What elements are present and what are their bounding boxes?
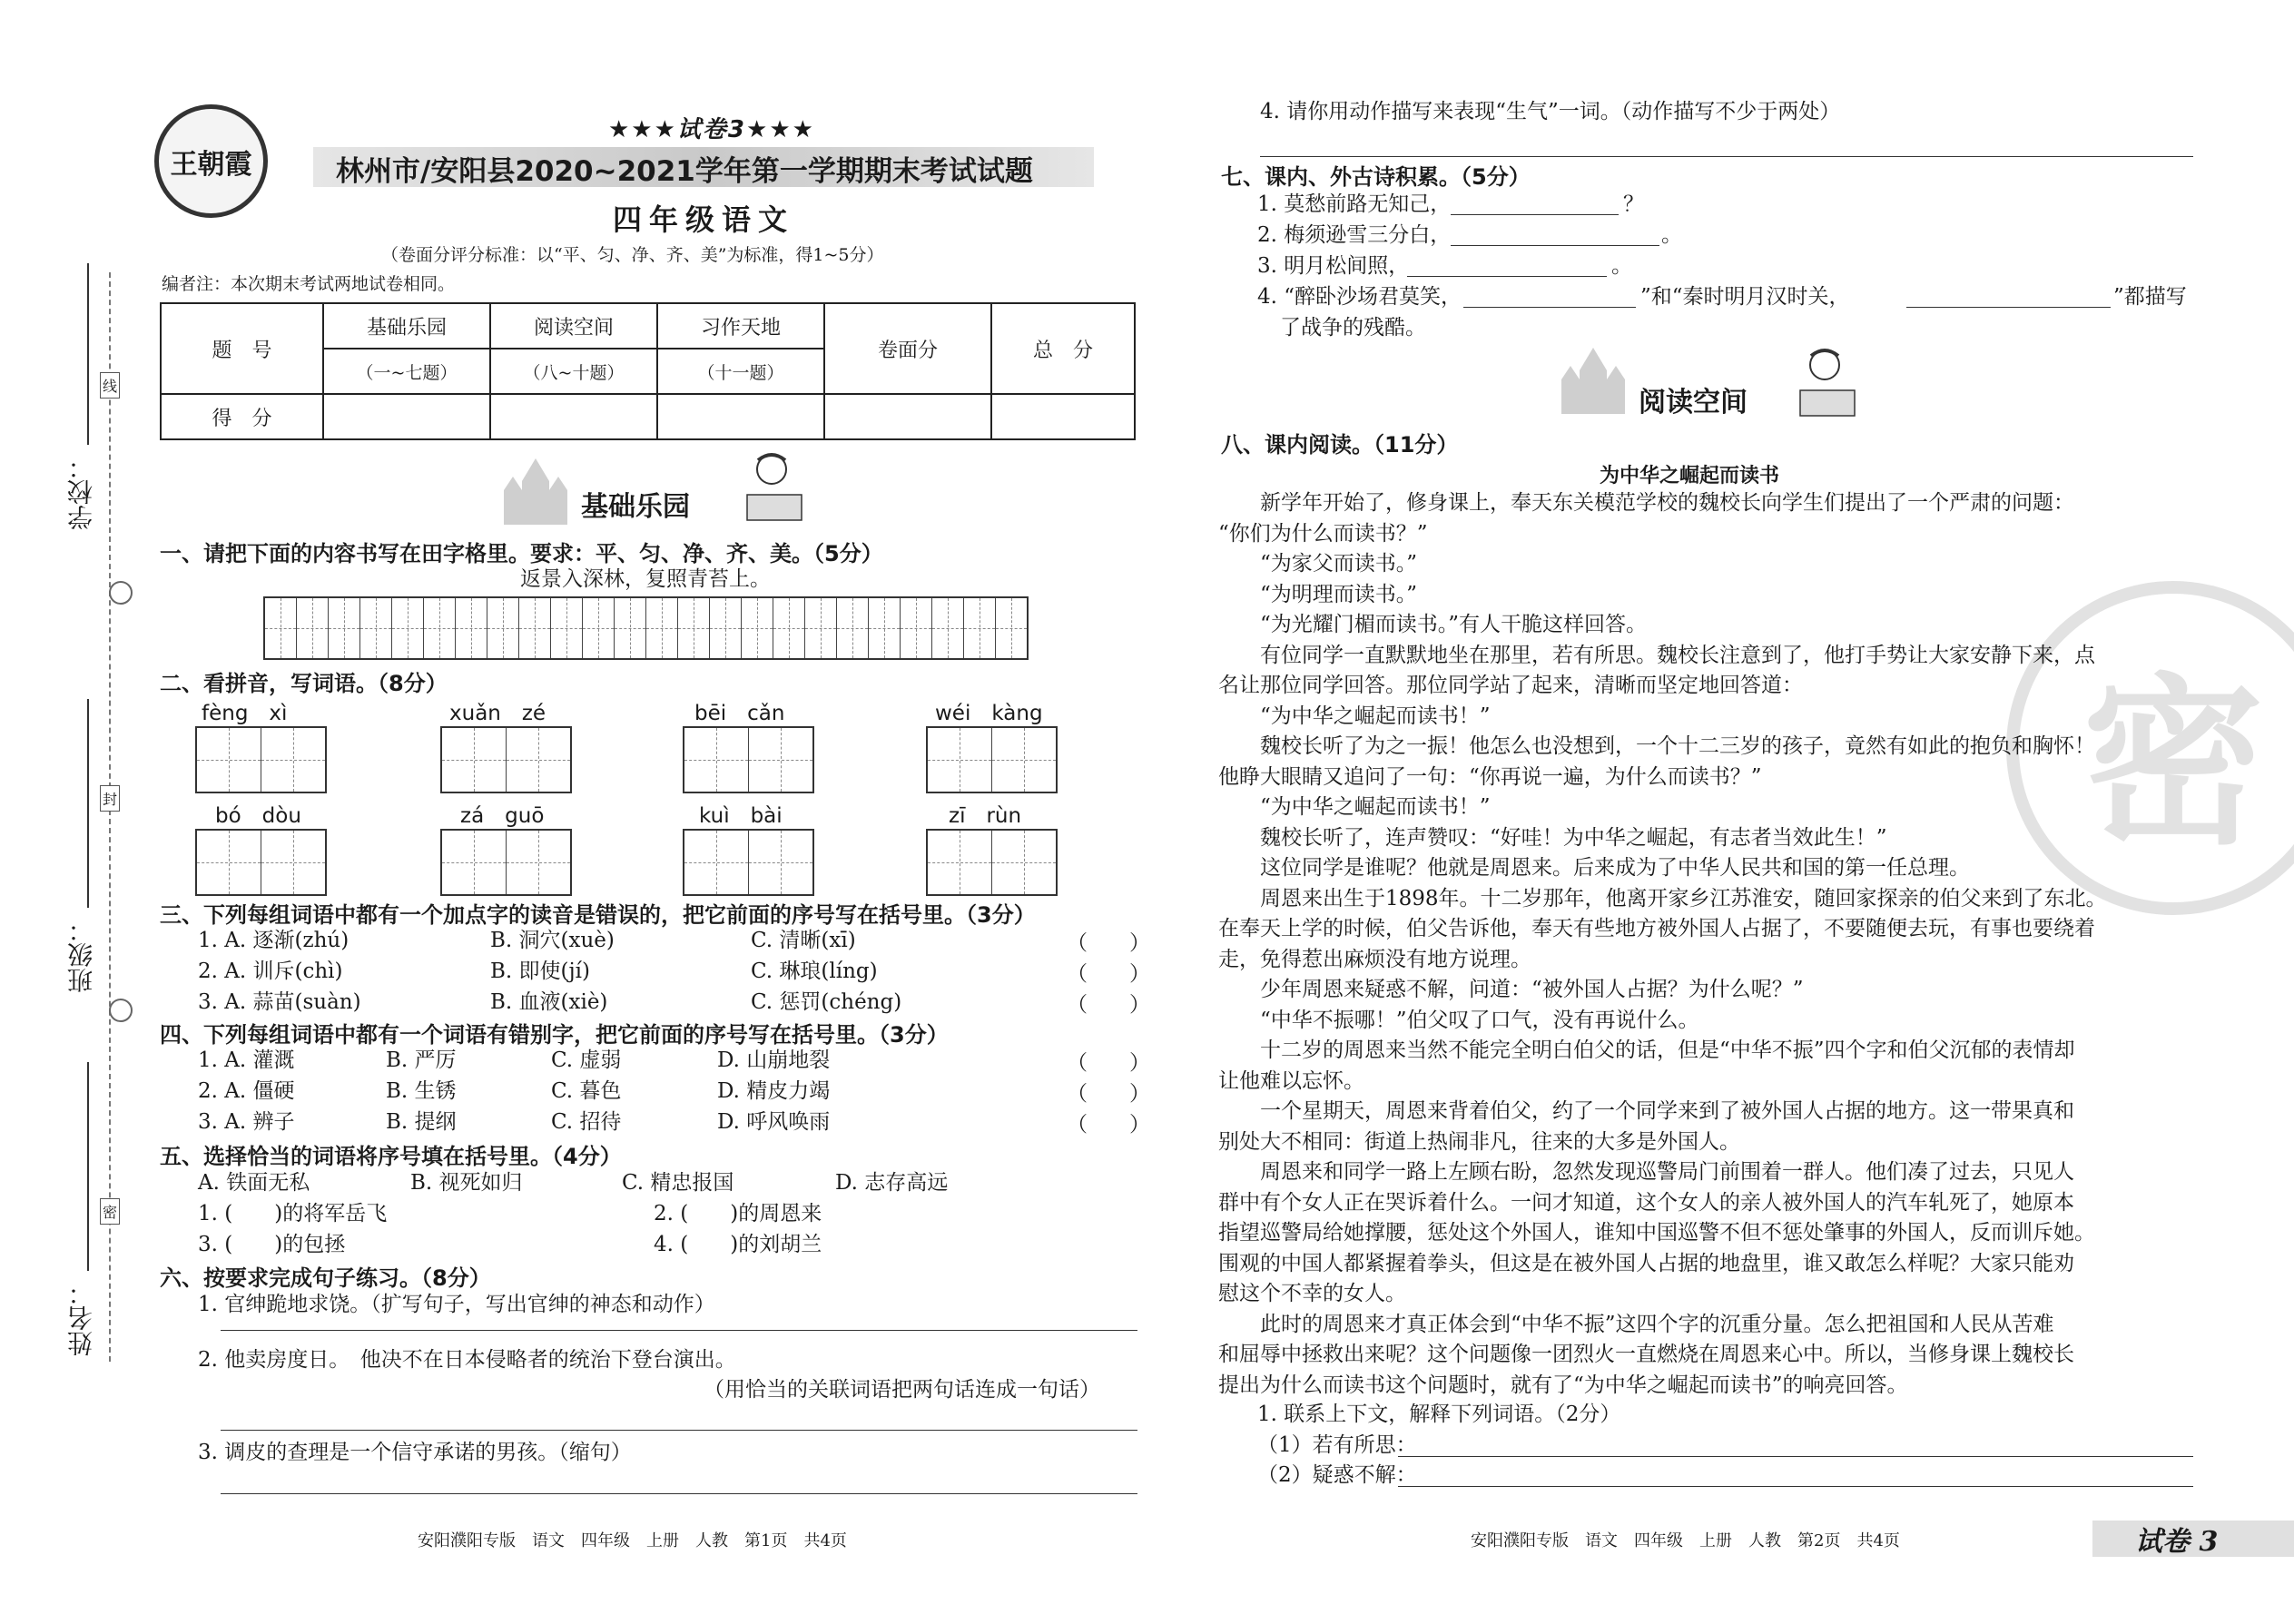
q1-text: 返景入深林，复照青苔上。 (520, 567, 771, 591)
passage-line: “你们为什么而读书？” (1218, 521, 1428, 546)
q4-r1-answer[interactable]: （ ） (1067, 1051, 1150, 1075)
q7-l1: 1. 莫愁前路无知己， (1257, 192, 1452, 216)
q4-r2-c: C. 暮色 (551, 1079, 622, 1103)
brand-logo (154, 104, 268, 218)
q6-title: 六、按要求完成句子练习。（8分） (160, 1265, 491, 1291)
passage-line: 提出为什么而读书这个问题时，就有了“为中华之崛起而读书”的响亮回答。 (1218, 1373, 1908, 1397)
student-reading-icon (1793, 345, 1861, 422)
class-fill-line (87, 699, 91, 908)
q5-opt-d: D. 志存高远 (835, 1171, 949, 1195)
pinyin-3: bēi cǎn (694, 702, 785, 725)
tianzi-box-5[interactable] (195, 829, 327, 896)
th-juanmian: 卷面分 (824, 303, 991, 394)
passage-line: 有位同学一直默默地坐在那里，若有所思。魏校长注意到了，他打手势让大家安静下来，点 (1218, 643, 2095, 667)
q4-title: 四、下列每组词语中都有一个词语有错别字，把它前面的序号写在括号里。（3分） (160, 1022, 949, 1048)
passage-line: “为明理而读书。” (1218, 582, 1418, 606)
pinyin-4: wéi kàng (935, 702, 1043, 725)
binding-mark-feng: 封 (100, 785, 120, 812)
q7-title: 七、课内、外古诗积累。（5分） (1221, 164, 1531, 190)
passage-line: 在奉天上学的时候，伯父告诉他，奉天有些地方被外国人占据了，不要随便去玩，有事也要绕着 (1218, 917, 2095, 940)
passage-line: 少年周恩来疑惑不解，问道：“被外国人占据？为什么呢？” (1218, 978, 1804, 1001)
q5-item-1[interactable]: 1. ( )的将军岳飞 (198, 1202, 388, 1225)
q7-l2-blank[interactable] (1451, 245, 1659, 246)
passage-line: “为光耀门楣而读书。”有人干脆这样回答。 (1218, 613, 1648, 636)
class-label: 班级： (66, 917, 96, 993)
school-label: 学校： (66, 454, 96, 530)
q6-s1: 1. 官绅跪地求饶。（扩写句子，写出官绅的神态和动作） (198, 1293, 715, 1316)
q4-r3-b: B. 提纲 (386, 1110, 457, 1134)
editor-note: 编者注：本次期末考试两地试卷相同。 (162, 274, 456, 294)
q3-r3-a: 3. A. 蒜苗(suàn) (198, 990, 361, 1014)
passage-line: 新学年开始了，修身课上，奉天东关模范学校的魏校长向学生们提出了一个严肃的问题： (1218, 491, 2074, 515)
tianzi-box-2[interactable] (440, 726, 572, 793)
th-jichu: 基础乐园 (323, 303, 490, 349)
tianzi-box-3[interactable] (683, 726, 814, 793)
q8-sub1: 1. 联系上下文，解释下列词语。（2分） (1257, 1403, 1621, 1426)
binding-hole-1 (109, 581, 133, 605)
passage-line: 十二岁的周恩来当然不能完全明白伯父的话，但是“中华不振”四个字和伯父沉郁的表情却 (1218, 1038, 2075, 1062)
th-total: 总 分 (991, 303, 1135, 394)
pinyin-2: xuǎn zé (449, 702, 546, 725)
q3-r1-c: C. 清晰(xī) (751, 929, 856, 952)
score-cell-yuedu[interactable] (490, 394, 657, 439)
exam-subject: 四年级语文 (613, 202, 795, 237)
q6-s2-hint: （用恰当的关联词语把两句话连成一句话） (704, 1378, 1100, 1402)
passage-line: 慰这个不幸的女人。 (1218, 1282, 1406, 1305)
q7-l2: 2. 梅须逊雪三分白， (1257, 223, 1452, 247)
q7-l3-blank[interactable] (1407, 276, 1607, 277)
q6-s4-answer-line[interactable] (1260, 156, 2193, 157)
passage-line: 一个星期天，周恩来背着伯父，约了一个同学来到了被外国人占据的地方。这一带果真和 (1218, 1099, 2074, 1123)
name-label: 姓名： (66, 1280, 96, 1356)
passage-line: 他睁大眼睛又追问了一句：“你再说一遍，为什么而读书？” (1218, 764, 1762, 789)
q5-opt-a: A. 铁面无私 (198, 1171, 310, 1195)
q7-l4-cont: 了战争的残酷。 (1280, 316, 1426, 340)
passage-line: 名让那位同学回答。那位同学站了起来，清晰而坚定地回答道： (1218, 674, 1803, 697)
pinyin-1: fèng xì (202, 702, 288, 725)
q4-r1-c: C. 虚弱 (551, 1048, 622, 1072)
q5-opt-c: C. 精忠报国 (622, 1171, 734, 1195)
pinyin-7: kuì bài (699, 804, 783, 828)
q4-r1-a: 1. A. 灌溉 (198, 1048, 295, 1072)
q6-s3-answer-line[interactable] (221, 1493, 1137, 1494)
th-question: 题 号 (161, 303, 323, 394)
q7-l4-end: ”都描写 (2113, 285, 2187, 309)
q5-opt-b: B. 视死如归 (410, 1171, 523, 1195)
pinyin-5: bó dòu (215, 804, 301, 828)
q6-s1-answer-line[interactable] (221, 1330, 1137, 1331)
td-score-label: 得 分 (161, 394, 323, 439)
q7-l4-mid: ”和“秦时明月汉时关， (1640, 285, 1850, 309)
section-yuedu-title: 阅读空间 (1639, 387, 1748, 418)
score-cell-xizuo[interactable] (657, 394, 824, 439)
q4-r1-b: B. 严厉 (386, 1048, 457, 1072)
th-xizuo-range: （十一题） (657, 349, 824, 394)
q3-r2-c: C. 琳琅(líng) (751, 960, 878, 983)
passage-line: 周恩来和同学一路上左顾右盼，忽然发现巡警局门前围着一群人。他们凑了过去，只见人 (1218, 1160, 2074, 1184)
footer-left: 安阳濮阳专版 语文 四年级 上册 人教 第1页 共4页 (418, 1531, 847, 1550)
q7-l3: 3. 明月松间照， (1257, 254, 1410, 278)
passage-line: 和屈辱中拯救出来呢？这个问题像一团烈火一直燃烧在周恩来心中。所以，当修身课上魏校长 (1218, 1343, 2074, 1366)
tianzi-box-1[interactable] (195, 726, 327, 793)
passage-line: “为中华之崛起而读书！” (1218, 704, 1491, 728)
brand-logo-text: 王朝霞 (170, 148, 252, 181)
q7-l4-blank-2[interactable] (1906, 307, 2111, 308)
name-fill-line (87, 1062, 91, 1271)
exam-title: 林州市/安阳县2020~2021学年第一学期期末考试试题 (336, 155, 1033, 188)
footer-tag: 试卷 3 (2135, 1526, 2219, 1558)
score-cell-total[interactable] (991, 394, 1135, 439)
q4-r3-a: 3. A. 辨子 (198, 1110, 295, 1134)
passage-line: 群中有个女人正在哭诉着什么。一问才知道，这个女人的亲人被外国人的汽车轧死了，她原本 (1218, 1190, 2074, 1215)
q4-r2-b: B. 生锈 (386, 1079, 457, 1103)
q6-s3: 3. 调皮的查理是一个信守承诺的男孩。（缩句） (198, 1441, 632, 1464)
tianzi-box-4[interactable] (926, 726, 1058, 793)
q8-sub1a: （1）若有所思： (1257, 1433, 1417, 1457)
watermark-text: 密 (2082, 655, 2264, 870)
th-jichu-range: （一~七题） (323, 349, 490, 394)
passage-line: 围观的中国人都紧握着拳头，但这是在被外国人占据的地盘里，谁又敢怎么样呢？大家只能劝 (1218, 1251, 2074, 1275)
scoring-note: （卷面分评分标准：以“平、匀、净、齐、美”为标准，得1~5分） (381, 245, 884, 265)
q2-title: 二、看拼音，写词语。（8分） (160, 671, 448, 696)
passage-title: 为中华之崛起而读书 (1600, 465, 1780, 487)
q1-title: 一、请把下面的内容书写在田字格里。要求：平、匀、净、齐、美。（5分） (160, 541, 883, 566)
binding-hole-2 (109, 999, 133, 1022)
q5-item-3[interactable]: 3. ( )的包拯 (198, 1233, 346, 1256)
tianzi-box-6[interactable] (440, 829, 572, 896)
q7-l4: 4. “醉卧沙场君莫笑， (1257, 285, 1462, 309)
passage-line: 指望巡警局给她撑腰，惩处这个外国人，谁知中国巡警不但不惩处肇事的外国人，反而训斥她。 (1218, 1221, 2095, 1245)
section-jichu-title: 基础乐园 (581, 491, 690, 523)
q7-l3-punct: 。 (1611, 254, 1632, 278)
q3-r2-b: B. 即使(jí) (490, 960, 590, 983)
binding-mark-xian: 线 (100, 372, 120, 399)
q4-r3-d: D. 呼风唤雨 (717, 1110, 831, 1134)
score-cell-juanmian[interactable] (824, 394, 991, 439)
q4-r2-d: D. 精皮力竭 (717, 1079, 831, 1103)
q4-r1-d: D. 山崩地裂 (717, 1048, 831, 1072)
q4-r3-answer[interactable]: （ ） (1067, 1113, 1150, 1137)
q1-writing-grid[interactable] (263, 596, 1029, 660)
passage-line: 这位同学是谁呢？他就是周恩来。后来成为了中华人民共和国的第一任总理。 (1218, 856, 1970, 880)
passage-line: 别处大不相同：街道上热闹非凡，往来的大多是外国人。 (1218, 1129, 1740, 1154)
q3-r1-answer[interactable]: （ ） (1067, 931, 1150, 955)
q3-r2-answer[interactable]: （ ） (1067, 962, 1150, 986)
q3-r1-a: 1. A. 逐渐(zhú) (198, 929, 350, 952)
score-table (160, 302, 1136, 440)
castle-icon (1557, 343, 1629, 416)
passage-line: 魏校长听了，连声赞叹：“好哇！为中华之崛起，有志者当效此生！” (1218, 825, 1887, 850)
student-reading-icon (740, 449, 808, 527)
q8-sub1a-answer-line[interactable] (1398, 1456, 2193, 1457)
q7-l2-punct: 。 (1661, 223, 1682, 247)
q4-r2-a: 2. A. 僵硬 (198, 1079, 295, 1103)
pinyin-6: zá guō (460, 804, 545, 828)
tianzi-box-8[interactable] (926, 829, 1058, 896)
q6-s4: 4. 请你用动作描写来表现“生气”一词。（动作描写不少于两处） (1260, 100, 1841, 123)
tianzi-box-7[interactable] (683, 829, 814, 896)
q3-r3-b: B. 血液(xiè) (490, 990, 608, 1014)
th-yuedu: 阅读空间 (490, 303, 657, 349)
th-xizuo: 习作天地 (657, 303, 824, 349)
q3-r1-b: B. 洞穴(xuè) (490, 929, 615, 952)
passage-line: “为中华之崛起而读书！” (1218, 795, 1491, 819)
passage-line: 魏校长听了为之一振！他怎么也没想到，一个十二三岁的孩子，竟然有如此的抱负和胸怀！ (1218, 734, 2095, 758)
q7-l1-blank[interactable] (1451, 214, 1619, 215)
q7-l1-punct: ？ (1623, 192, 1644, 216)
footer-right: 安阳濮阳专版 语文 四年级 上册 人教 第2页 共4页 (1471, 1531, 1900, 1550)
q4-r3-c: C. 招待 (551, 1110, 622, 1134)
q6-s2: 2. 他卖房度日。 他决不在日本侵略者的统治下登台演出。 (198, 1348, 736, 1372)
q4-r2-answer[interactable]: （ ） (1067, 1082, 1150, 1106)
passage-line: 周恩来出生于1898年。十二岁那年，他离开家乡江苏淮安，随回家探亲的伯父来到了东北。 (1218, 886, 2107, 910)
exam-badge: ★★★试卷3★★★ (608, 116, 815, 143)
castle-icon (499, 454, 572, 527)
score-cell-jichu[interactable] (323, 394, 490, 439)
q3-r3-answer[interactable]: （ ） (1067, 993, 1150, 1017)
q3-r3-c: C. 惩罚(chéng) (751, 990, 902, 1014)
th-yuedu-range: （八~十题） (490, 349, 657, 394)
passage-line: 让他难以忘怀。 (1218, 1068, 1364, 1093)
q5-title: 五、选择恰当的词语将序号填在括号里。（4分） (160, 1144, 622, 1169)
school-fill-line (87, 263, 91, 445)
passage-line: “为家父而读书。” (1218, 552, 1418, 576)
q7-l4-blank-1[interactable] (1463, 307, 1636, 308)
q8-sub1b: （2）疑惑不解： (1257, 1463, 1417, 1487)
passage-line: “中华不振哪！”伯父叹了口气，没有再说什么。 (1218, 1008, 1699, 1032)
q5-item-4[interactable]: 4. ( )的刘胡兰 (654, 1233, 822, 1256)
passage-line: 此时的周恩来才真正体会到“中华不振”这四个字的沉重分量。怎么把祖国和人民从苦难 (1218, 1312, 2054, 1336)
pinyin-8: zī rùn (949, 804, 1022, 828)
q5-item-2[interactable]: 2. ( )的周恩来 (654, 1202, 822, 1225)
binding-mark-mi: 密 (100, 1198, 120, 1225)
q8-title: 八、课内阅读。（11分） (1221, 432, 1459, 458)
q8-sub1b-answer-line[interactable] (1398, 1486, 2193, 1487)
q3-title: 三、下列每组词语中都有一个加点字的读音是错误的，把它前面的序号写在括号里。（3分） (160, 902, 1036, 928)
passage-line: 走，免得惹出麻烦没有地方说理。 (1218, 947, 1531, 971)
q3-r2-a: 2. A. 训斥(chì) (198, 960, 343, 983)
q6-s2-answer-line[interactable] (221, 1430, 1137, 1431)
